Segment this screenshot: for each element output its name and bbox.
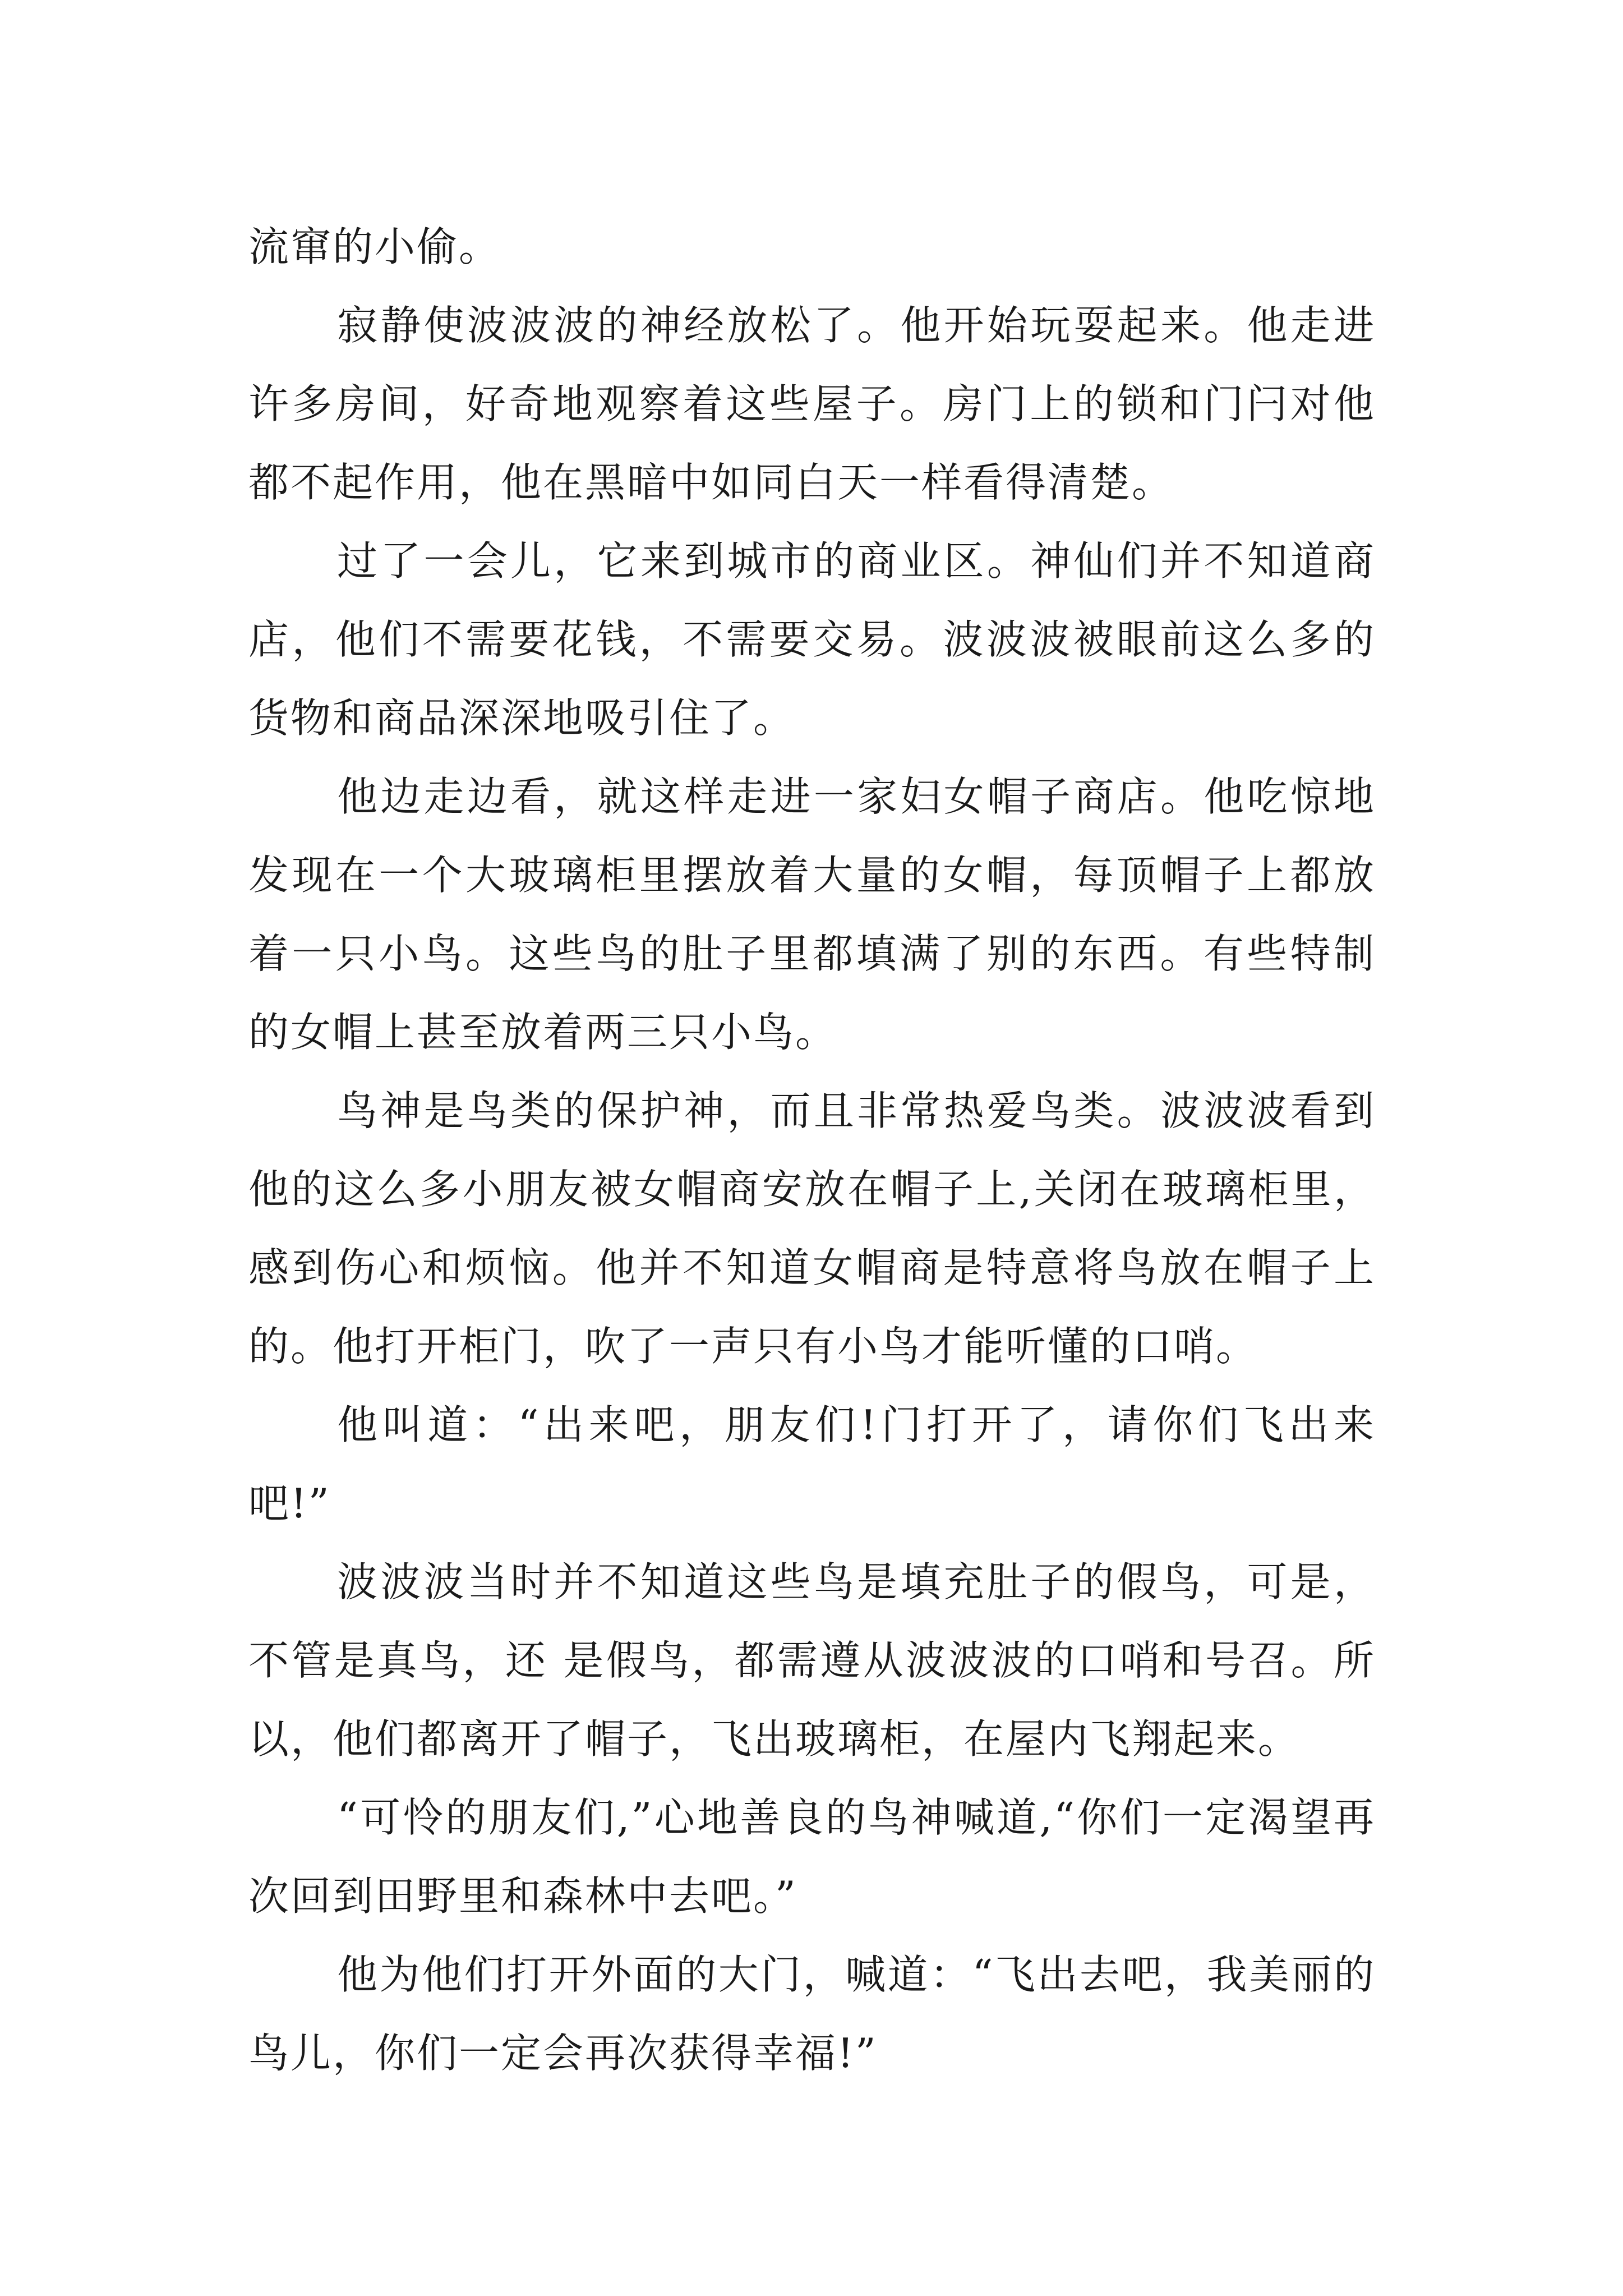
body-text — [248, 208, 1376, 2092]
paragraph: “可怜的朋友们,”心地善良的鸟神喊道,“你们一定渴望再次回到田野里和森林中去吧。” — [248, 1794, 1376, 1920]
paragraph: 过了一会儿，它来到城市的商业区。神仙们并不知道商店，他们不需要花钱，不需要交易。波波波被眼前这么多的货物和商品深深地吸引住了。 — [248, 537, 1376, 742]
paragraph: 流窜的小偷。 — [248, 223, 501, 270]
paragraph: 鸟神是鸟类的保护神，而且非常热爱鸟类。波波波看到他的这么多小朋友被女帽商安放在帽子上,关闭在玻璃柜里，感到伤心和烦恼。他并不知道女帽商是特意将鸟放在帽子上的。他打开柜门，吹了一声只有小鸟才能听懂的口哨。 — [248, 1087, 1376, 1370]
paragraph: 波波波当时并不知道这些鸟是填充肚子的假鸟，可是，不管是真鸟，还 是假鸟，都需遵从波波波的口哨和号召。所以，他们都离开了帽子，飞出玻璃柜，在屋内飞翔起来。 — [248, 1558, 1376, 1763]
paragraph: 他为他们打开外面的大门，喊道：“飞出去吧，我美丽的鸟儿，你们一定会再次获得幸福!” — [248, 1951, 1376, 2077]
paragraph: 他边走边看，就这样走进一家妇女帽子商店。他吃惊地发现在一个大玻璃柜里摆放着大量的女帽，每顶帽子上都放着一只小鸟。这些鸟的肚子里都填满了别的东西。有些特制的女帽上甚至放着两三只小鸟。 — [248, 773, 1376, 1056]
paragraph: 他叫道：“出来吧，朋友们!门打开了，请你们飞出来吧!” — [248, 1401, 1376, 1527]
paragraph: 寂静使波波波的神经放松了。他开始玩耍起来。他走进许多房间，好奇地观察着这些屋子。房门上的锁和门闩对他都不起作用，他在黑暗中如同白天一样看得清楚。 — [248, 302, 1376, 506]
